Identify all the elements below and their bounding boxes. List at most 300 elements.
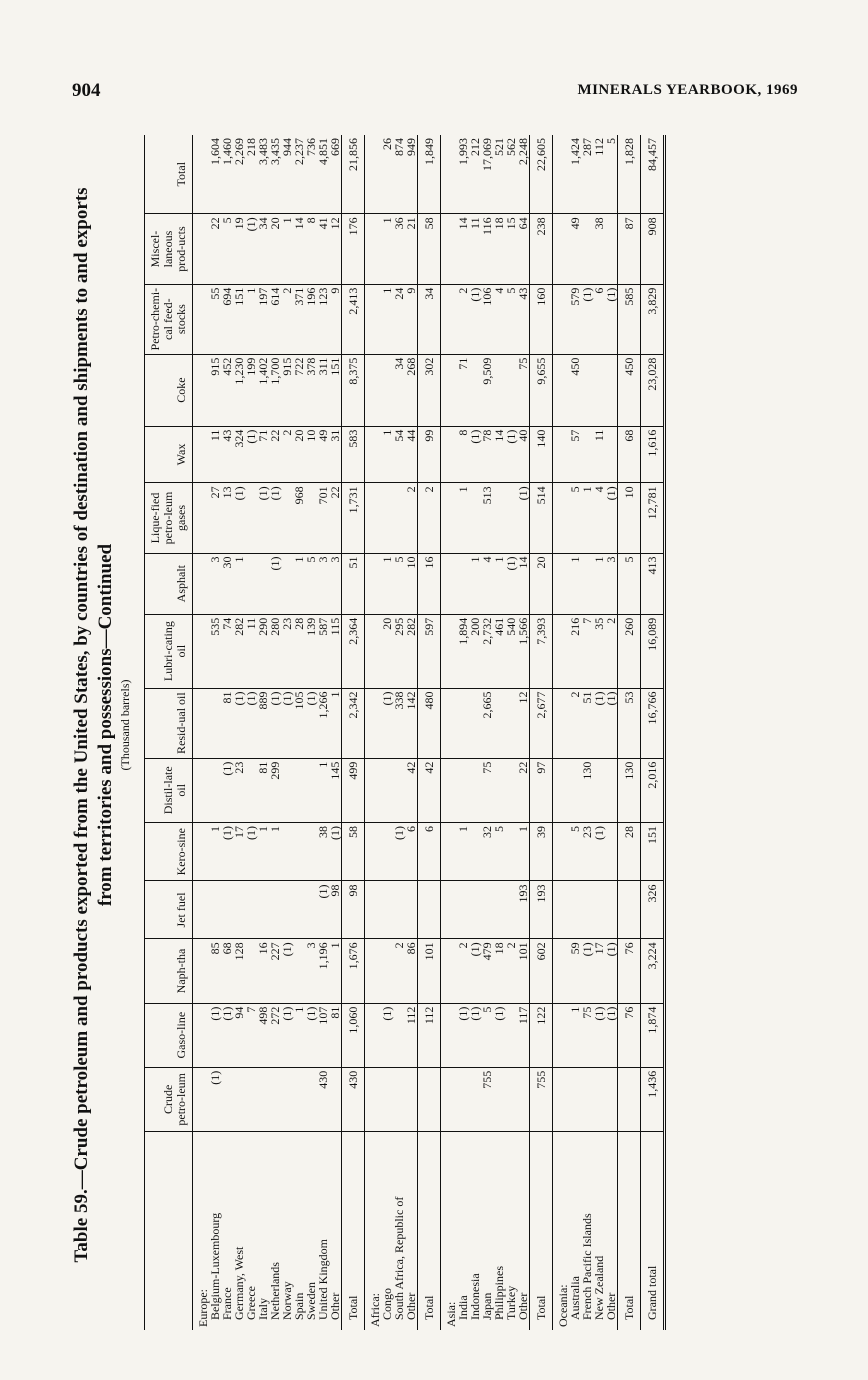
table-cell: 5 (305, 553, 317, 614)
table-cell: 16 (257, 939, 269, 1003)
table-cell (441, 553, 458, 614)
table-cell: 1 (569, 1003, 581, 1067)
table-cell: 521 (493, 135, 505, 214)
table-cell: 7 (245, 1003, 257, 1067)
table-cell: (1) (393, 822, 405, 881)
row-label: Spain (292, 1292, 306, 1320)
table-cell (441, 284, 458, 354)
table-cell: 1 (381, 553, 393, 614)
table-cell: 17,069 (481, 135, 493, 214)
table-cell (365, 1067, 382, 1131)
table-cell: 18 (493, 214, 505, 284)
table-cell: 42 (418, 758, 441, 822)
table-cell: 3 (605, 553, 618, 614)
table-cell: 212 (469, 135, 481, 214)
table-cell: 199 (245, 354, 257, 426)
table-cell: 11 (469, 214, 481, 284)
table-cell (493, 881, 505, 939)
column-header: Resid-ual oil (145, 688, 193, 758)
table-cell: 299 (269, 758, 281, 822)
column-header: Gaso-line (145, 1003, 193, 1067)
table-cell: 540 (505, 614, 517, 688)
table-cell (553, 426, 570, 483)
table-cell (269, 1067, 281, 1131)
table-cell: 338 (393, 688, 405, 758)
row-label: Grand total (641, 1131, 665, 1330)
table-cell (605, 214, 618, 284)
table-cell: 1,436 (641, 1067, 665, 1131)
table-cell: 6 (405, 822, 418, 881)
table-cell: 1 (209, 822, 221, 881)
table-cell: 106 (481, 284, 493, 354)
table-cell (553, 939, 570, 1003)
table-cell: 5 (493, 822, 505, 881)
table-cell (553, 614, 570, 688)
table-cell: 27 (209, 483, 221, 553)
column-header: Total (145, 135, 193, 214)
table-cell: 11 (593, 426, 605, 483)
table-cell (553, 758, 570, 822)
title-line-2: from territories and possessions—Continued (95, 543, 116, 907)
table-cell (441, 483, 458, 553)
table-cell: 20 (293, 426, 305, 483)
table-cell: 2,248 (517, 135, 530, 214)
row-label: Japan (480, 1292, 494, 1320)
table-cell (405, 1067, 418, 1131)
table-cell (393, 1067, 405, 1131)
table-cell: 479 (481, 939, 493, 1003)
table-cell: 86 (405, 939, 418, 1003)
table-cell (441, 426, 458, 483)
table-cell: 81 (329, 1003, 342, 1067)
column-header: Distil-late oil (145, 758, 193, 822)
table-cell (553, 483, 570, 553)
table-cell: 58 (342, 822, 365, 881)
table-cell (457, 758, 469, 822)
table-cell: 1,874 (641, 1003, 665, 1067)
table-row (269, 135, 281, 1330)
table-cell (365, 614, 382, 688)
table-cell: 76 (618, 939, 641, 1003)
total-row (418, 135, 441, 1330)
table-cell: 1 (257, 822, 269, 881)
table-cell: 31 (329, 426, 342, 483)
table-cell (605, 354, 618, 426)
exports-table (144, 135, 666, 1330)
table-cell: 99 (418, 426, 441, 483)
table-cell: 112 (405, 1003, 418, 1067)
table-row (221, 135, 233, 1330)
table-cell: (1) (329, 822, 342, 881)
table-cell: 44 (405, 426, 418, 483)
table-cell: 562 (505, 135, 517, 214)
column-header: Jet fuel (145, 881, 193, 939)
table-cell: 1,566 (517, 614, 530, 688)
table-cell: 57 (569, 426, 581, 483)
table-cell (381, 1067, 393, 1131)
table-cell (381, 939, 393, 1003)
table-cell: 196 (305, 284, 317, 354)
table-cell: 6 (593, 284, 605, 354)
table-cell: 3,483 (257, 135, 269, 214)
table-cell (605, 881, 618, 939)
table-cell: 3 (305, 939, 317, 1003)
table-cell: 514 (530, 483, 553, 553)
table-cell: 26 (381, 135, 393, 214)
table-cell: 38 (593, 214, 605, 284)
table-cell: 413 (641, 553, 665, 614)
table-cell: (1) (221, 758, 233, 822)
table-cell: 722 (293, 354, 305, 426)
total-row (342, 135, 365, 1330)
table-cell (293, 1067, 305, 1131)
table-cell: 101 (418, 939, 441, 1003)
table-cell (581, 1067, 593, 1131)
table-cell: 1 (281, 214, 293, 284)
table-cell: (1) (593, 688, 605, 758)
table-cell: 3,435 (269, 135, 281, 214)
table-cell: 461 (493, 614, 505, 688)
table-cell: 2 (569, 688, 581, 758)
table-cell: 10 (618, 483, 641, 553)
table-cell (193, 1003, 210, 1067)
table-cell: 1,700 (269, 354, 281, 426)
table-cell (393, 881, 405, 939)
table-cell: 123 (317, 284, 329, 354)
table-cell: 98 (329, 881, 342, 939)
table-cell: 22 (329, 483, 342, 553)
table-cell: 10 (305, 426, 317, 483)
table-cell (493, 688, 505, 758)
table-cell (281, 1067, 293, 1131)
table-cell (441, 688, 458, 758)
table-cell: 430 (317, 1067, 329, 1131)
page-number: 904 (72, 80, 101, 101)
table-cell: 1,196 (317, 939, 329, 1003)
table-cell: 6 (418, 822, 441, 881)
total-row (618, 135, 641, 1330)
total-row (530, 135, 553, 1330)
table-cell (553, 214, 570, 284)
table-cell: 23 (581, 822, 593, 881)
table-cell (193, 688, 210, 758)
table-cell: (1) (245, 426, 257, 483)
table-cell (281, 881, 293, 939)
table-cell (365, 688, 382, 758)
table-cell: 1 (517, 822, 530, 881)
table-title (70, 120, 118, 1330)
table-cell: 16 (418, 553, 441, 614)
table-row (329, 135, 342, 1330)
table-cell (221, 881, 233, 939)
table-cell: 1,731 (342, 483, 365, 553)
table-cell: 1 (381, 284, 393, 354)
table-cell (553, 354, 570, 426)
column-header: Coke (145, 354, 193, 426)
table-cell (441, 881, 458, 939)
table-cell: 101 (517, 939, 530, 1003)
table-cell (365, 354, 382, 426)
table-cell: 949 (405, 135, 418, 214)
table-cell: 112 (593, 135, 605, 214)
table-cell (365, 483, 382, 553)
table-cell (245, 553, 257, 614)
table-cell: 324 (233, 426, 245, 483)
table-cell: 498 (257, 1003, 269, 1067)
table-cell (493, 483, 505, 553)
table-cell: (1) (605, 284, 618, 354)
table-cell: 128 (233, 939, 245, 1003)
table-cell (593, 758, 605, 822)
title-line-1: Table 59.—Crude petroleum and products exported from the United States, by countries of destination and shipments to and exports (71, 187, 92, 1263)
table-cell: 16,766 (641, 688, 665, 758)
table-cell: (1) (605, 1003, 618, 1067)
table-cell: (1) (221, 1003, 233, 1067)
table-cell: 908 (641, 214, 665, 284)
table-cell: (1) (605, 483, 618, 553)
table-cell: 378 (305, 354, 317, 426)
column-header: Naph-tha (145, 939, 193, 1003)
table-cell: 701 (317, 483, 329, 553)
row-label: India (456, 1295, 470, 1320)
table-cell: 1 (457, 822, 469, 881)
table-cell: 40 (517, 426, 530, 483)
table-cell (581, 354, 593, 426)
table-cell: (1) (281, 939, 293, 1003)
table-cell: 480 (418, 688, 441, 758)
table-cell: 450 (618, 354, 641, 426)
table-cell: 579 (569, 284, 581, 354)
table-cell (441, 939, 458, 1003)
table-cell (193, 284, 210, 354)
table-cell (365, 135, 382, 214)
table-cell: 122 (530, 1003, 553, 1067)
table-cell: (1) (269, 688, 281, 758)
table-cell: (1) (209, 1003, 221, 1067)
table-cell: 19 (233, 214, 245, 284)
row-label: Total (618, 1131, 641, 1330)
table-cell (245, 1067, 257, 1131)
table-cell: 14 (493, 426, 505, 483)
table-cell: 112 (418, 1003, 441, 1067)
table-cell (553, 284, 570, 354)
table-row (317, 135, 329, 1330)
table-row (281, 135, 293, 1330)
row-label: Sweden (304, 1282, 318, 1320)
table-cell: 1 (593, 553, 605, 614)
table-cell (193, 758, 210, 822)
table-cell (365, 1003, 382, 1067)
table-cell: 9,509 (481, 354, 493, 426)
table-cell: (1) (281, 1003, 293, 1067)
table-cell (553, 1003, 570, 1067)
table-cell: 1 (381, 426, 393, 483)
table-cell: 8,375 (342, 354, 365, 426)
table-cell: 1,993 (457, 135, 469, 214)
table-cell (193, 881, 210, 939)
table-cell (257, 1067, 269, 1131)
table-cell: 28 (293, 614, 305, 688)
table-cell: 2,342 (342, 688, 365, 758)
table-cell: 98 (342, 881, 365, 939)
row-label: United Kingdom (316, 1239, 330, 1320)
table-cell (257, 881, 269, 939)
table-cell: 2 (281, 284, 293, 354)
table-cell (393, 483, 405, 553)
table-cell: 36 (393, 214, 405, 284)
table-cell: 1 (329, 688, 342, 758)
table-body (193, 135, 665, 1330)
table-cell: 81 (257, 758, 269, 822)
column-header: Crude petro-leum (145, 1067, 193, 1131)
table-cell: (1) (233, 483, 245, 553)
table-cell: 54 (393, 426, 405, 483)
table-cell: 311 (317, 354, 329, 426)
table-cell (193, 553, 210, 614)
table-cell: 287 (581, 135, 593, 214)
table-cell (381, 758, 393, 822)
table-cell: 1,828 (618, 135, 641, 214)
row-label: Philippines (492, 1265, 506, 1320)
table-cell (293, 758, 305, 822)
table-cell: 38 (317, 822, 329, 881)
table-cell: 260 (618, 614, 641, 688)
table-subtitle: (Thousand barrels) (118, 679, 132, 771)
table-cell (193, 1067, 210, 1131)
table-row (233, 135, 245, 1330)
rotated-table-region (70, 120, 770, 1330)
row-label: Europe: (196, 1289, 210, 1327)
table-cell (457, 1067, 469, 1131)
table-cell: 21,856 (342, 135, 365, 214)
table-cell (605, 758, 618, 822)
table-cell: 5 (569, 483, 581, 553)
table-cell: 1 (245, 284, 257, 354)
table-cell (365, 939, 382, 1003)
table-cell (233, 881, 245, 939)
table-cell: 2,665 (481, 688, 493, 758)
table-cell: 17 (233, 822, 245, 881)
table-cell: 915 (281, 354, 293, 426)
table-cell (193, 483, 210, 553)
table-cell: 2 (605, 614, 618, 688)
table-cell (281, 822, 293, 881)
table-cell: 87 (618, 214, 641, 284)
table-cell: 8 (457, 426, 469, 483)
table-cell: 32 (481, 822, 493, 881)
table-cell: 20 (381, 614, 393, 688)
region-heading-row (193, 135, 210, 1330)
table-cell: 1 (293, 1003, 305, 1067)
table-cell: 9 (405, 284, 418, 354)
table-row (457, 135, 469, 1330)
table-cell (365, 553, 382, 614)
table-cell: (1) (581, 939, 593, 1003)
table-cell: 142 (405, 688, 418, 758)
table-row (209, 135, 221, 1330)
table-cell: 2 (418, 483, 441, 553)
table-cell: 874 (393, 135, 405, 214)
table-cell: 20 (269, 214, 281, 284)
table-cell: 18 (493, 939, 505, 1003)
table-cell (193, 135, 210, 214)
table-cell: 302 (418, 354, 441, 426)
table-cell: 20 (530, 553, 553, 614)
table-cell: (1) (233, 688, 245, 758)
table-cell: 2,732 (481, 614, 493, 688)
table-cell: 1,460 (221, 135, 233, 214)
table-cell: 1,266 (317, 688, 329, 758)
table-cell (293, 881, 305, 939)
table-cell: 1,676 (342, 939, 365, 1003)
table-cell: 55 (209, 284, 221, 354)
table-cell: 290 (257, 614, 269, 688)
table-cell: 3 (329, 553, 342, 614)
table-cell: 915 (209, 354, 221, 426)
table-cell (193, 426, 210, 483)
table-cell: 14 (457, 214, 469, 284)
row-label: Turkey (504, 1285, 518, 1320)
table-cell: 2,269 (233, 135, 245, 214)
table-cell: 53 (618, 688, 641, 758)
table-cell: 585 (618, 284, 641, 354)
table-cell: (1) (593, 822, 605, 881)
table-cell: 5 (505, 284, 517, 354)
table-cell: 2,364 (342, 614, 365, 688)
table-cell (365, 426, 382, 483)
table-cell: 34 (257, 214, 269, 284)
table-cell: 694 (221, 284, 233, 354)
table-cell: 21 (405, 214, 418, 284)
table-cell (457, 688, 469, 758)
table-cell: 71 (457, 354, 469, 426)
table-cell: 75 (481, 758, 493, 822)
table-cell: 22 (517, 758, 530, 822)
table-cell: 11 (245, 614, 257, 688)
row-label: Norway (280, 1281, 294, 1320)
table-cell (569, 881, 581, 939)
row-label: Africa: (368, 1293, 382, 1327)
table-cell (605, 822, 618, 881)
table-cell (441, 135, 458, 214)
table-cell (469, 881, 481, 939)
table-cell: (1) (517, 483, 530, 553)
table-cell: 2 (281, 426, 293, 483)
table-cell: 2,237 (293, 135, 305, 214)
table-cell: 85 (209, 939, 221, 1003)
table-cell: 614 (269, 284, 281, 354)
header-row (145, 135, 193, 1330)
table-cell: 84,457 (641, 135, 665, 214)
table-cell: 2 (393, 939, 405, 1003)
row-label: South Africa, Republic of (392, 1196, 406, 1320)
table-cell: 14 (293, 214, 305, 284)
row-label: Total (530, 1131, 553, 1330)
table-cell: 9 (329, 284, 342, 354)
table-cell: 68 (618, 426, 641, 483)
table-cell: 272 (269, 1003, 281, 1067)
table-cell: 151 (329, 354, 342, 426)
region-heading-row (441, 135, 458, 1330)
table-cell: (1) (269, 553, 281, 614)
table-cell: 17 (593, 939, 605, 1003)
table-cell: 116 (481, 214, 493, 284)
table-row (517, 135, 530, 1330)
table-cell (441, 1003, 458, 1067)
table-cell: (1) (605, 688, 618, 758)
table-cell (293, 822, 305, 881)
row-label: Germany, West (232, 1246, 246, 1320)
